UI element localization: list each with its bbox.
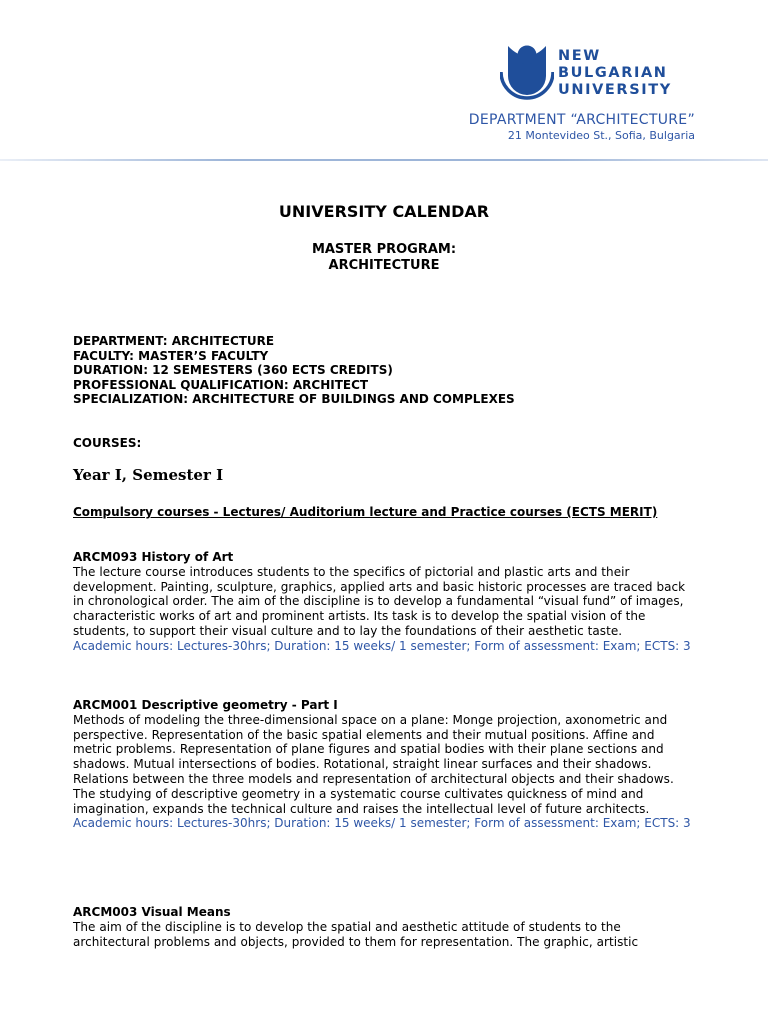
course-entry — [73, 698, 698, 831]
course-title: ARCM093 History of Art — [73, 550, 234, 564]
compulsory-courses-heading: Compulsory courses - Lectures/ Auditorium lecture and Practice courses (ECTS MERIT) — [73, 505, 658, 519]
university-wordmark — [558, 48, 672, 99]
document-title: UNIVERSITY CALENDAR — [278, 202, 490, 221]
course-description: Methods of modeling the three-dimensional space on a plane: Monge projection, axonometric and perspective. Representation of the basic spatial elements and their mutual positions. Affine and metric problems. Representation of plane figures and spatial bodies with their plane sections and shadows. Mutual intersections of bodies. Rotational, straight linear surfaces and their shadows. Relations between the three models and representation of architectural objects and their shadows. The studying of descriptive geometry in a systematic course cultivates quickness of mind and imagination, expands the technical culture and raises the intellectual level of future architects. — [73, 712, 674, 816]
course-entry — [73, 550, 698, 654]
detail-line: FACULTY: MASTER’S FACULTY — [73, 348, 269, 363]
course-title: ARCM003 Visual Means — [73, 905, 231, 919]
course-hours: Academic hours: Lectures-30hrs; Duration: 15 weeks/ 1 semester; Form of assessment: Exam; ECTS: 3 — [73, 638, 691, 653]
course-title: ARCM001 Descriptive geometry - Part I — [73, 698, 338, 712]
department-address: 21 Montevideo St., Sofia, Bulgaria — [507, 129, 695, 142]
logo-line: UNIVERSITY — [558, 82, 672, 98]
program-details — [73, 334, 515, 407]
header-divider — [0, 159, 768, 161]
university-logo-icon — [500, 42, 554, 104]
detail-line: PROFESSIONAL QUALIFICATION: ARCHITECT — [73, 377, 369, 392]
department-name: DEPARTMENT “ARCHITECTURE” — [468, 112, 695, 128]
year-heading: Year I, Semester I — [73, 466, 224, 484]
course-entry — [73, 905, 698, 949]
program-line: MASTER PROGRAM: — [311, 242, 457, 257]
logo-line: NEW — [558, 48, 601, 64]
courses-heading: COURSES: — [73, 436, 142, 450]
logo-line: BULGARIAN — [558, 65, 668, 81]
course-description: The aim of the discipline is to develop the spatial and aesthetic attitude of students to the architectural problems and objects, provided to them for representation. The graphic, artistic — [73, 919, 639, 949]
detail-line: SPECIALIZATION: ARCHITECTURE OF BUILDINGS AND COMPLEXES — [73, 392, 515, 407]
program-line: ARCHITECTURE — [328, 258, 440, 273]
detail-line: DEPARTMENT: ARCHITECTURE — [73, 334, 275, 348]
course-description: The lecture course introduces students to the specifics of pictorial and plastic arts and their development. Painting, sculpture, graphics, applied arts and basic historic processes are traced back in chronological order. The aim of the discipline is to develop a fundamental “visual fund” of images, characteristic works of art and prominent artists. Its task is to develop the spatial vision of the students, to support their visual culture and to lay the foundations of their aesthetic taste. — [73, 564, 686, 638]
program-heading — [73, 242, 695, 274]
course-hours: Academic hours: Lectures-30hrs; Duration: 15 weeks/ 1 semester; Form of assessment: Exam; ECTS: 3 — [73, 816, 691, 831]
detail-line: DURATION: 12 SEMESTERS (360 ECTS CREDITS) — [73, 363, 393, 378]
